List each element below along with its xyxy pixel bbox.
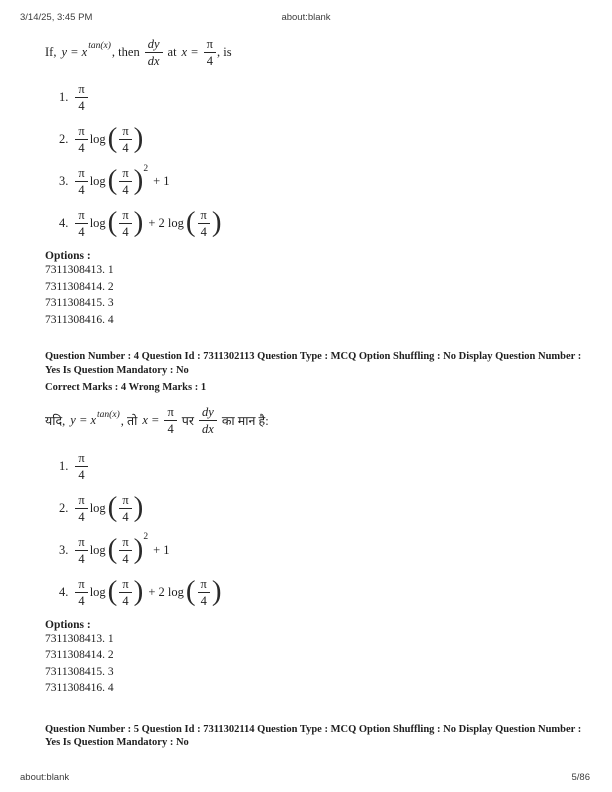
math-exponent-tanx: tan(x): [88, 41, 111, 51]
right-paren: ): [133, 122, 144, 154]
footer-page-number: 5/86: [571, 772, 590, 783]
math-pi: π: [119, 166, 131, 182]
fraction-pi-4: [75, 124, 87, 155]
question-5-meta-line: Question Number : 5 Question Id : 7311302114 Question Type : MCQ Option Shuffling : No Display Question Number : Yes Is Question Mandatory : No: [45, 723, 582, 748]
math-four: 4: [122, 551, 129, 566]
fraction-pi-4: [75, 166, 87, 197]
math-pi: π: [75, 208, 87, 224]
math-log: log: [89, 132, 106, 146]
math-dx: dx: [202, 422, 214, 436]
math-four: 4: [122, 141, 129, 155]
left-paren: (: [185, 206, 196, 238]
math-four: 4: [78, 141, 85, 155]
right-paren: ): [133, 490, 144, 523]
right-paren: ): [133, 574, 144, 607]
fraction-pi-4: [75, 82, 87, 113]
question-4-english: [45, 32, 594, 72]
left-paren: (: [107, 122, 118, 154]
header-page-title: about:blank: [281, 12, 331, 23]
math-pi: π: [119, 208, 131, 224]
math-log: log: [89, 216, 106, 230]
math-four: 4: [122, 509, 129, 524]
math-y-eq-x: y = x: [61, 44, 88, 59]
option-1: [59, 451, 594, 482]
option-4-number: 4.: [59, 584, 69, 599]
left-paren: (: [107, 532, 118, 565]
math-four: 4: [78, 467, 85, 482]
math-exponent-tanx: tan(x): [97, 409, 120, 420]
math-four: 4: [78, 225, 85, 239]
option-id-4: 7311308416. 4: [45, 313, 114, 326]
option-id-3: 7311308415. 3: [45, 665, 114, 678]
question-4-meta-line: Question Number : 4 Question Id : 7311302113 Question Type : MCQ Option Shuffling : No Display Question Number : Yes Is Question Mandatory : No: [45, 351, 582, 376]
print-header: [0, 12, 612, 24]
option-3: [59, 532, 594, 566]
option-3-number: 3.: [59, 174, 69, 188]
option-3-number: 3.: [59, 542, 69, 557]
math-pi: π: [198, 208, 210, 224]
option-id-2: 7311308414. 2: [45, 280, 114, 293]
text-to: , तो: [120, 414, 138, 428]
fraction-pi-4: [75, 577, 87, 608]
print-footer: [0, 772, 612, 783]
fraction-pi-4: [119, 166, 131, 197]
math-pi: π: [164, 405, 176, 421]
math-log: log: [89, 500, 106, 515]
math-four: 4: [78, 183, 85, 197]
option-2-number: 2.: [59, 500, 69, 515]
option-id-1: 7311308413. 1: [45, 264, 114, 276]
right-paren: ): [211, 574, 222, 607]
math-plus-two-log: + 2 log: [148, 216, 184, 230]
option-1-number: 1.: [59, 458, 69, 473]
options-math-hindi: [59, 451, 594, 608]
option-id-4: 7311308416. 4: [45, 682, 114, 694]
text-is: , is: [216, 44, 232, 59]
right-paren: ): [133, 164, 144, 196]
math-four: 4: [78, 99, 85, 113]
option-id-2: 7311308414. 2: [45, 649, 114, 661]
text-at: at: [167, 44, 177, 59]
left-paren: (: [107, 164, 118, 196]
math-four: 4: [167, 422, 174, 436]
math-pi: π: [119, 535, 131, 551]
left-paren: (: [107, 206, 118, 238]
math-pi: π: [204, 37, 216, 53]
option-id-1: 7311308413. 1: [45, 632, 114, 645]
math-four: 4: [78, 551, 85, 566]
fraction-pi-4: [198, 577, 210, 608]
math-four: 4: [200, 593, 207, 608]
option-4-number: 4.: [59, 216, 69, 230]
header-datetime: 3/14/25, 3:45 PM: [20, 12, 93, 23]
right-paren: ): [211, 206, 222, 238]
text-yadi: यदि,: [45, 414, 66, 428]
math-four: 4: [122, 593, 129, 608]
option-id-3: 7311308415. 3: [45, 297, 114, 309]
option-2-number: 2.: [59, 132, 69, 146]
math-log: log: [89, 174, 106, 188]
question-4-metadata: [45, 350, 594, 395]
math-plus-one: + 1: [153, 542, 170, 557]
math-four: 4: [78, 593, 85, 608]
math-four: 4: [200, 225, 207, 239]
options-label: Options :: [45, 618, 91, 631]
math-log: log: [89, 584, 106, 599]
option-4: [59, 208, 594, 239]
options-label: Options :: [45, 250, 91, 262]
option-4: [59, 574, 594, 608]
left-paren: (: [185, 574, 196, 607]
option-id-list: [45, 262, 594, 328]
math-log: log: [89, 542, 106, 557]
math-dy: dy: [145, 37, 163, 53]
fraction-pi-4: [75, 535, 87, 566]
text-if: If,: [45, 44, 57, 59]
math-pi: π: [198, 577, 210, 593]
math-x-eq: x =: [181, 44, 199, 59]
fraction-pi-4: [75, 208, 87, 239]
math-dx: dx: [147, 53, 160, 68]
math-pi: π: [75, 82, 87, 98]
math-pi: π: [75, 535, 87, 551]
option-3: [59, 163, 594, 197]
left-paren: (: [107, 490, 118, 523]
math-pi: π: [119, 493, 131, 509]
math-four: 4: [206, 53, 213, 68]
left-paren: (: [107, 574, 118, 607]
fraction-pi-4: [119, 577, 131, 608]
math-exponent-two: 2: [143, 163, 149, 174]
math-pi: π: [119, 577, 131, 593]
fraction-dy-dx: [145, 37, 163, 68]
fraction-pi-4: [119, 535, 131, 566]
right-paren: ): [133, 206, 144, 238]
fraction-pi-4: [119, 493, 131, 524]
option-2: [59, 490, 594, 524]
question-4-hindi: [45, 401, 594, 441]
option-1: [59, 82, 594, 113]
math-plus-one: + 1: [153, 174, 170, 188]
math-pi: π: [75, 166, 87, 182]
options-math-english: [59, 82, 594, 239]
fraction-pi-4: [119, 208, 131, 239]
option-1-number: 1.: [59, 90, 69, 104]
math-four: 4: [78, 509, 85, 524]
math-pi: π: [75, 577, 87, 593]
fraction-pi-4: [75, 451, 87, 482]
math-pi: π: [75, 493, 87, 509]
math-four: 4: [122, 183, 129, 197]
right-paren: ): [133, 532, 144, 565]
question-5-metadata: [45, 723, 594, 750]
text-then: , then: [111, 44, 140, 59]
footer-url: about:blank: [20, 772, 70, 783]
option-2: [59, 124, 594, 155]
fraction-dy-dx: [199, 405, 217, 436]
document-content: [45, 26, 594, 750]
math-pi: π: [75, 124, 87, 140]
fraction-pi-4: [164, 405, 176, 436]
option-id-list: [45, 631, 594, 697]
math-exponent-two: 2: [143, 532, 149, 542]
math-x-eq: x =: [142, 413, 160, 427]
math-dy: dy: [199, 405, 217, 421]
question-4-marks-line: Correct Marks : 4 Wrong Marks : 1: [45, 382, 207, 393]
fraction-pi-4: [204, 37, 216, 68]
text-par: पर: [181, 414, 194, 428]
fraction-pi-4: [75, 493, 87, 524]
math-pi: π: [75, 451, 87, 467]
math-four: 4: [122, 225, 129, 239]
math-plus-two-log: + 2 log: [148, 584, 184, 599]
math-pi: π: [119, 124, 131, 140]
fraction-pi-4: [119, 124, 131, 155]
text-ka-maan: का मान है:: [221, 414, 269, 428]
math-y-eq-x: y = x: [70, 413, 97, 427]
fraction-pi-4: [198, 208, 210, 239]
